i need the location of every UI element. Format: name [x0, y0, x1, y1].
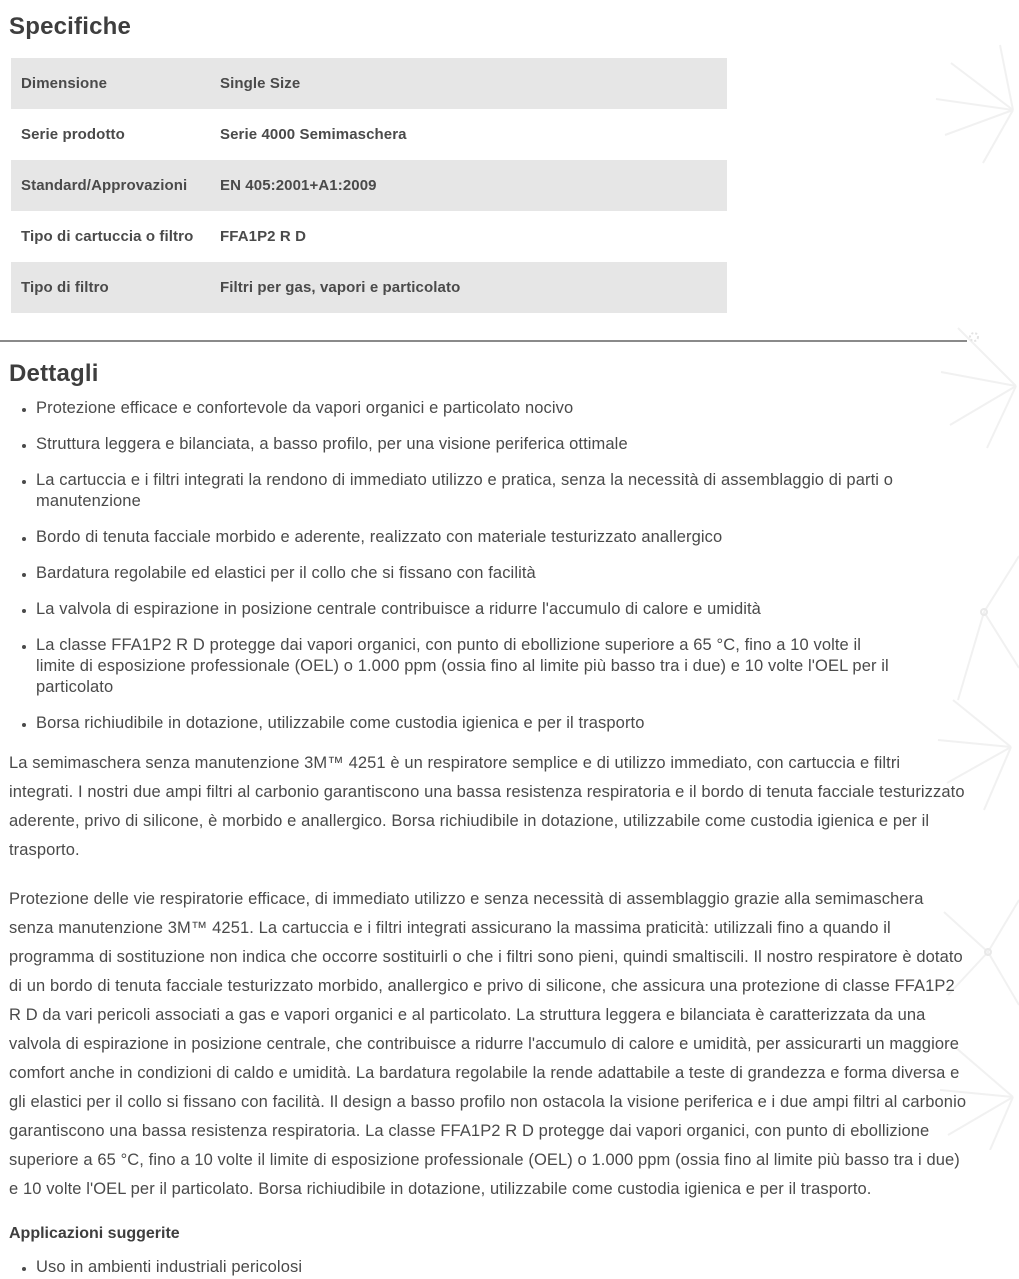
detail-bullet-item: • Struttura leggera e bilanciata, a basso profilo, per una visione periferica ottimale: [36, 434, 896, 455]
detail-bullet-item: • Bordo di tenuta facciale morbido e aderente, realizzato con materiale testurizzato anallergico: [36, 527, 896, 548]
spec-row-label: Serie prodotto: [21, 126, 125, 143]
specifications-title: Specifiche: [9, 13, 132, 40]
details-section: [9, 360, 1011, 1278]
details-bullet-list: [9, 398, 1011, 734]
detail-bullet-item: • Borsa richiudibile in dotazione, utilizzabile come custodia igienica e per il trasporto: [36, 713, 896, 734]
spec-row-value: Serie 4000 Semimaschera: [220, 126, 407, 143]
spec-row-label: Dimensione: [21, 75, 108, 92]
detail-bullet-item: • La classe FFA1P2 R D protegge dai vapori organici, con punto di ebollizione superiore a 65 °C, fino a 10 volte il limite di esposizione professionale (OEL) o 1.000 ppm (ossia fino al limite più basso tra i due) e 10 volte l'OEL per il particolato: [36, 635, 896, 698]
details-paragraph-2: Protezione delle vie respiratorie efficace, di immediato utilizzo e senza necessità di assemblaggio grazie alla semimaschera senza manutenzione 3M™ 4251. La cartuccia e i filtri integrati assicurano la massima praticità: utilizzali fino a quando il programma di sostituzione non indica che occorre sostituirli o che i filtri sono pieni, quindi smaltiscili. Il nostro respiratore è dotato di un bordo di tenuta facciale testurizzato morbido, anallergico e privo di silicone, che assicura una protezione di classe FFA1P2 R D da vari pericoli associati a gas e vapori organici e al particolato. La struttura leggera e bilanciata è caratterizzata da una valvola di espirazione in posizione centrale, che contribuisce a ridurre l'accumulo di calore e umidità, per assicurarti un maggiore comfort anche in condizioni di caldo e umidità. La bardatura regolabile la rende adattabile a teste di grandezza e forma diversa e gli elastici per il collo si fissano con facilità. Il design a basso profilo non ostacola la visione periferica e i due ampi filtri al carbonio garantiscono una bassa resistenza respiratoria. La classe FFA1P2 R D protegge dai vapori organici, con punto di ebollizione superiore a 65 °C, fino a 10 volte il limite di esposizione professionale (OEL) o 1.000 ppm (ossia fino al limite più basso tra i due) e 10 volte l'OEL per il particolato. Borsa richiudibile in dotazione, utilizzabile come custodia igienica e per il trasporto.: [9, 890, 967, 1198]
spec-row-label: Standard/Approvazioni: [21, 177, 188, 194]
spec-table-row: [11, 160, 727, 211]
spec-row-value: Single Size: [220, 75, 301, 92]
spec-row-value: FFA1P2 R D: [220, 228, 307, 245]
spec-row-value: EN 405:2001+A1:2009: [220, 177, 377, 194]
detail-bullet-item: • La valvola di espirazione in posizione centrale contribuisce a ridurre l'accumulo di calore e umidità: [36, 599, 896, 620]
spec-table-row: [11, 109, 727, 160]
spec-row-label: Tipo di filtro: [21, 279, 109, 296]
details-paragraph-1: La semimaschera senza manutenzione 3M™ 4251 è un respiratore semplice e di utilizzo immediato, con cartuccia e filtri integrati. I nostri due ampi filtri al carbonio garantiscono una bassa resistenza respiratoria e il bordo di tenuta facciale testurizzato aderente, privo di silicone, è morbido e anallergico. Borsa richiudibile in dotazione, utilizzabile come custodia igienica e per il trasporto.: [9, 754, 965, 859]
detail-bullet-item: • Bardatura regolabile ed elastici per il collo che si fissano con facilità: [36, 563, 896, 584]
spec-row-value: Filtri per gas, vapori e particolato: [220, 279, 461, 296]
spec-row-label: Tipo di cartuccia o filtro: [21, 228, 194, 245]
specifications-table: [11, 58, 727, 313]
spec-table-row: [11, 211, 727, 262]
application-bullet-item: • Uso in ambienti industriali pericolosi: [36, 1257, 896, 1278]
detail-bullet-item: • La cartuccia e i filtri integrati la rendono di immediato utilizzo e pratica, senza la necessità di assemblaggio di parti o manutenzione: [36, 470, 896, 512]
section-divider: [0, 340, 967, 342]
applications-bullet-list: [9, 1257, 1011, 1278]
specifications-section: [9, 13, 1011, 313]
detail-bullet-item: • Protezione efficace e confortevole da vapori organici e particolato nocivo: [36, 398, 896, 419]
spec-table-row: [11, 58, 727, 109]
suggested-applications-title: Applicazioni suggerite: [9, 1225, 180, 1242]
spec-table-row: [11, 262, 727, 313]
details-title: Dettagli: [9, 360, 99, 387]
